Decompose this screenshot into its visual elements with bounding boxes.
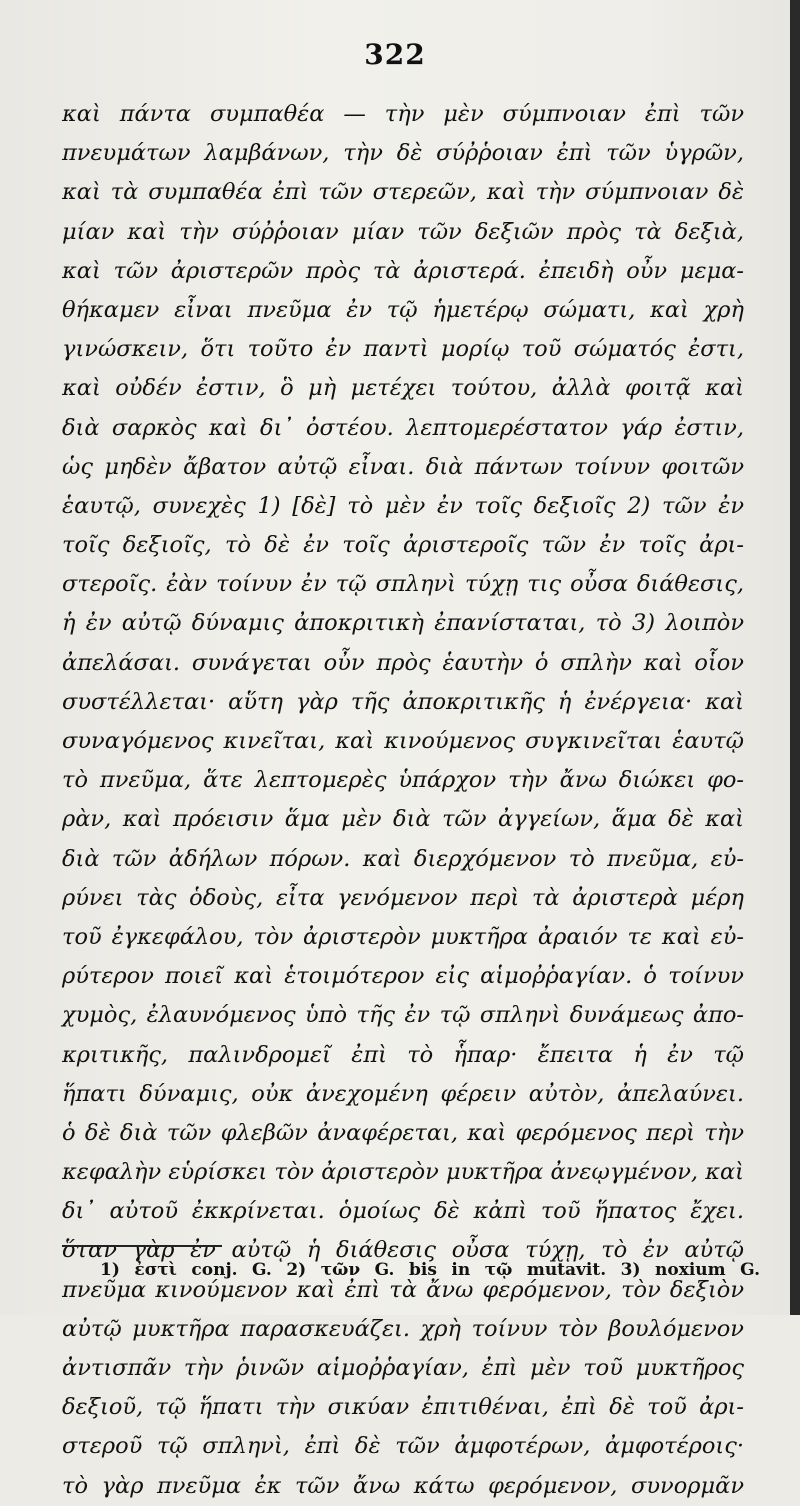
text-line: διὰ σαρκὸς καὶ δι᾽ ὀστέου. λεπτομερέστατον γάρ ἐστιν, xyxy=(62,414,744,441)
text-line: κεφαλὴν εὑρίσκει τὸν ἀριστερὸν μυκτῆρα ἀνεῳγμένον, καὶ xyxy=(62,1159,744,1186)
text-line: ὁ δὲ διὰ τῶν φλεβῶν ἀναφέρεται, καὶ φερόμενος περὶ τὴν xyxy=(62,1119,744,1146)
text-line: καὶ οὐδέν ἐστιν, ὃ μὴ μετέχει τούτου, ἀλλὰ φοιτᾷ καὶ xyxy=(62,375,744,402)
text-line: ἑαυτῷ, συνεχὲς 1) [δὲ] τὸ μὲν ἐν τοῖς δεξιοῖς 2) τῶν ἐν xyxy=(62,492,744,519)
text-line: ὅταν γὰρ ἐν αὐτῷ ἡ διάθεσις οὖσα τύχῃ, τὸ ἐν αὐτῷ xyxy=(62,1237,744,1264)
text-line: συναγόμενος κινεῖται, καὶ κινούμενος συγκινεῖται ἑαυτῷ xyxy=(62,728,744,754)
text-line: τὸ γὰρ πνεῦμα ἐκ τῶν ἄνω κάτω φερόμενον, συνορμᾶν xyxy=(62,1472,744,1499)
text-line: αὐτῷ μυκτῆρα παρασκευάζει. χρὴ τοίνυν τὸν βουλόμενον xyxy=(62,1315,744,1342)
text-line: τοῖς δεξιοῖς, τὸ δὲ ἐν τοῖς ἀριστεροῖς τῶν ἐν τοῖς ἀρι- xyxy=(62,532,744,559)
text-line: καὶ τῶν ἀριστερῶν πρὸς τὰ ἀριστερά. ἐπειδὴ οὖν μεμα- xyxy=(62,257,744,284)
text-line: ρύτερον ποιεῖ καὶ ἑτοιμότερον εἰς αἱμοῤῥαγίαν. ὁ τοίνυν xyxy=(62,963,744,990)
footnote-divider xyxy=(62,1245,222,1247)
text-line: ρύνει τὰς ὁδοὺς, εἶτα γενόμενον περὶ τὰ ἀριστερὰ μέρη xyxy=(62,884,744,911)
text-line: καὶ πάντα συμπαθέα — τὴν μὲν σύμπνοιαν ἐπὶ τῶν xyxy=(62,101,744,127)
text-line: τοῦ ἐγκεφάλου, τὸν ἀριστερὸν μυκτῆρα ἀραιόν τε καὶ εὐ- xyxy=(62,923,744,950)
footnotes: 1) ἐστὶ conj. G. 2) τῶν G. bis in τῷ mutavit. 3) noxium G. xyxy=(100,1260,760,1280)
text-line: ἀπελάσαι. συνάγεται οὖν πρὸς ἑαυτὴν ὁ σπλὴν καὶ οἷον xyxy=(62,649,744,676)
text-line: δι᾽ αὐτοῦ ἐκκρίνεται. ὁμοίως δὲ κἀπὶ τοῦ ἥπατος ἔχει. xyxy=(62,1198,744,1225)
text-line: διὰ τῶν ἀδήλων πόρων. καὶ διερχόμενον τὸ πνεῦμα, εὐ- xyxy=(62,845,744,872)
text-line: κριτικῆς, παλινδρομεῖ ἐπὶ τὸ ἧπαρ· ἔπειτα ἡ ἐν τῷ xyxy=(62,1041,744,1068)
text-line: χυμὸς, ἐλαυνόμενος ὑπὸ τῆς ἐν τῷ σπληνὶ δυνάμεως ἀπο- xyxy=(62,1002,744,1029)
text-line: στεροῦ τῷ σπληνὶ, ἐπὶ δὲ τῶν ἀμφοτέρων, ἀμφοτέροις· xyxy=(62,1433,744,1460)
text-line: θήκαμεν εἶναι πνεῦμα ἐν τῷ ἡμετέρῳ σώματι, καὶ χρὴ xyxy=(62,296,744,323)
text-line: ρὰν, καὶ πρόεισιν ἅμα μὲν διὰ τῶν ἀγγείων, ἅμα δὲ καὶ xyxy=(62,806,744,833)
text-line: πνεῦμα κινούμενον καὶ ἐπὶ τὰ ἄνω φερόμενον, τὸν δεξιὸν xyxy=(62,1276,744,1303)
text-line: πνευμάτων λαμβάνων, τὴν δὲ σύῤῥοιαν ἐπὶ τῶν ὑγρῶν, xyxy=(62,140,744,167)
text-line: ἀντισπᾶν τὴν ῥινῶν αἱμοῤῥαγίαν, ἐπὶ μὲν τοῦ μυκτῆρος xyxy=(62,1355,744,1381)
text-line: μίαν καὶ τὴν σύῤῥοιαν μίαν τῶν δεξιῶν πρὸς τὰ δεξιὰ, xyxy=(62,218,744,245)
text-line: τὸ πνεῦμα, ἅτε λεπτομερὲς ὑπάρχον τὴν ἄνω διώκει φο- xyxy=(62,767,744,794)
text-line: ἥπατι δύναμις, οὐκ ἀνεχομένη φέρειν αὐτὸν, ἀπελαύνει. xyxy=(62,1080,744,1107)
text-line: καὶ τὰ συμπαθέα ἐπὶ τῶν στερεῶν, καὶ τὴν σύμπνοιαν δὲ xyxy=(62,179,744,206)
text-line: στεροῖς. ἐὰν τοίνυν ἐν τῷ σπληνὶ τύχῃ τις οὖσα διάθεσις, xyxy=(62,571,744,598)
text-line: συστέλλεται· αὕτη γὰρ τῆς ἀποκριτικῆς ἡ ἐνέργεια· καὶ xyxy=(62,688,744,715)
text-line: δεξιοῦ, τῷ ἥπατι τὴν σικύαν ἐπιτιθέναι, ἐπὶ δὲ τοῦ ἀρι- xyxy=(62,1394,744,1421)
page-edge-shadow xyxy=(790,0,800,1315)
text-line: ὡς μηδὲν ἄβατον αὐτῷ εἶναι. διὰ πάντων τοίνυν φοιτῶν xyxy=(62,453,744,480)
text-line: γινώσκειν, ὅτι τοῦτο ἐν παντὶ μορίῳ τοῦ σώματός ἐστι, xyxy=(62,336,744,363)
greek-text-block xyxy=(62,95,744,1506)
page-number: 322 xyxy=(364,38,426,71)
text-line: ἡ ἐν αὐτῷ δύναμις ἀποκριτικὴ ἐπανίσταται, τὸ 3) λοιπὸν xyxy=(62,610,744,637)
